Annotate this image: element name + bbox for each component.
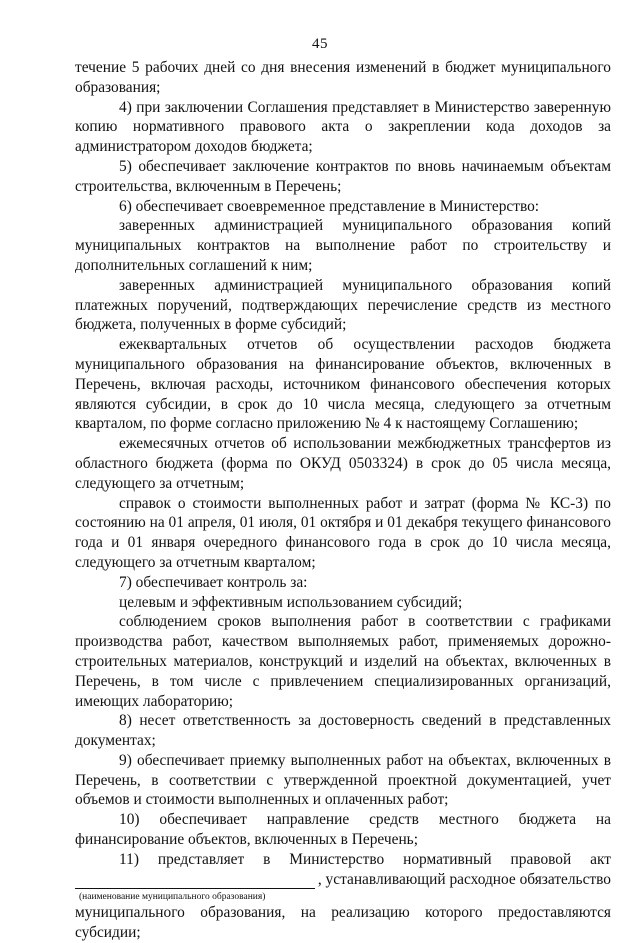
blank-caption: (наименование муниципального образования) — [79, 892, 266, 903]
paragraph: 8) несет ответственность за достоверность сведений в представленных документах; — [75, 712, 611, 750]
paragraph: муниципального образования, на реализацию которого предоставляются субсидии; — [75, 904, 611, 942]
paragraph: 4) при заключении Соглашения представляет в Министерство заверенную копию нормативного правового акта о закреплении кода доходов за администратором доходов бюджета; — [75, 98, 611, 156]
paragraph: течение 5 рабочих дней со дня внесения изменений в бюджет муниципального образования; — [75, 59, 611, 96]
paragraph: целевым и эффективным использованием субсидий; — [119, 593, 463, 611]
paragraph: ежеквартальных отчетов об осуществлении расходов бюджета муниципального образования на финансирование объектов, включенных в Перечень, включая расходы, источником финансового обеспечения которых являются субсидии, в срок до 10 числа месяца, следующего за отчетным кварталом, по форме согласно приложению № 4 к настоящему Соглашению; — [75, 336, 611, 433]
paragraph: 9) обеспечивает приемку выполненных работ на объектах, включенных в Перечень, в соответствии с утвержденной проектной документацией, учет объемов и стоимости выполненных и оплаченных работ; — [75, 751, 611, 809]
paragraph: 6) обеспечивает своевременное представление в Министерство: — [119, 197, 540, 215]
paragraph: справок о стоимости выполненных работ и затрат (форма № КС-3) по состоянию на 01 апреля, 01 июля, 01 октября и 01 декабря текущего финансового года и 01 января очередного финансового года в срок до 10 числа месяца, следующего за отчетным кварталом; — [75, 494, 611, 571]
paragraph: 7) обеспечивает контроль за: — [119, 573, 308, 591]
page-number: 45 — [312, 36, 328, 52]
paragraph: 5) обеспечивает заключение контрактов по вновь начинаемым объектам строительства, включенным в Перечень; — [75, 157, 611, 195]
paragraph: ежемесячных отчетов об использовании межбюджетных трансфертов из областного бюджета (форма по ОКУД 0503324) в срок до 05 числа месяца, следующего за отчетным; — [75, 435, 611, 492]
paragraph: 11) представляет в Министерство нормативный правовой акт — [119, 850, 611, 868]
blank-fill-line — [75, 874, 315, 889]
blank-line-suffix: , устанавливающий расходное обязательство — [317, 870, 611, 888]
paragraph: соблюдением сроков выполнения работ в соответствии с графиками производства работ, качеством выполняемых работ, применяемых дорожно-строительных материалов, конструкций и изделий на объектах, включенных в Перечень, в том числе с привлечением специализированных организаций, имеющих лабораторию; — [75, 613, 611, 710]
blank-fill-row — [75, 870, 611, 890]
paragraph: заверенных администрацией муниципального образования копий платежных поручений, подтверждающих перечисление средств из местного бюджета, полученных в форме субсидий; — [75, 276, 611, 334]
paragraph: заверенных администрацией муниципального образования копий муниципальных контрактов на выполнение работ по строительству и дополнительных соглашений к ним; — [75, 217, 611, 274]
document-body — [75, 58, 611, 943]
paragraph: 10) обеспечивает направление средств местного бюджета на финансирование объектов, включенных в Перечень; — [75, 811, 611, 849]
